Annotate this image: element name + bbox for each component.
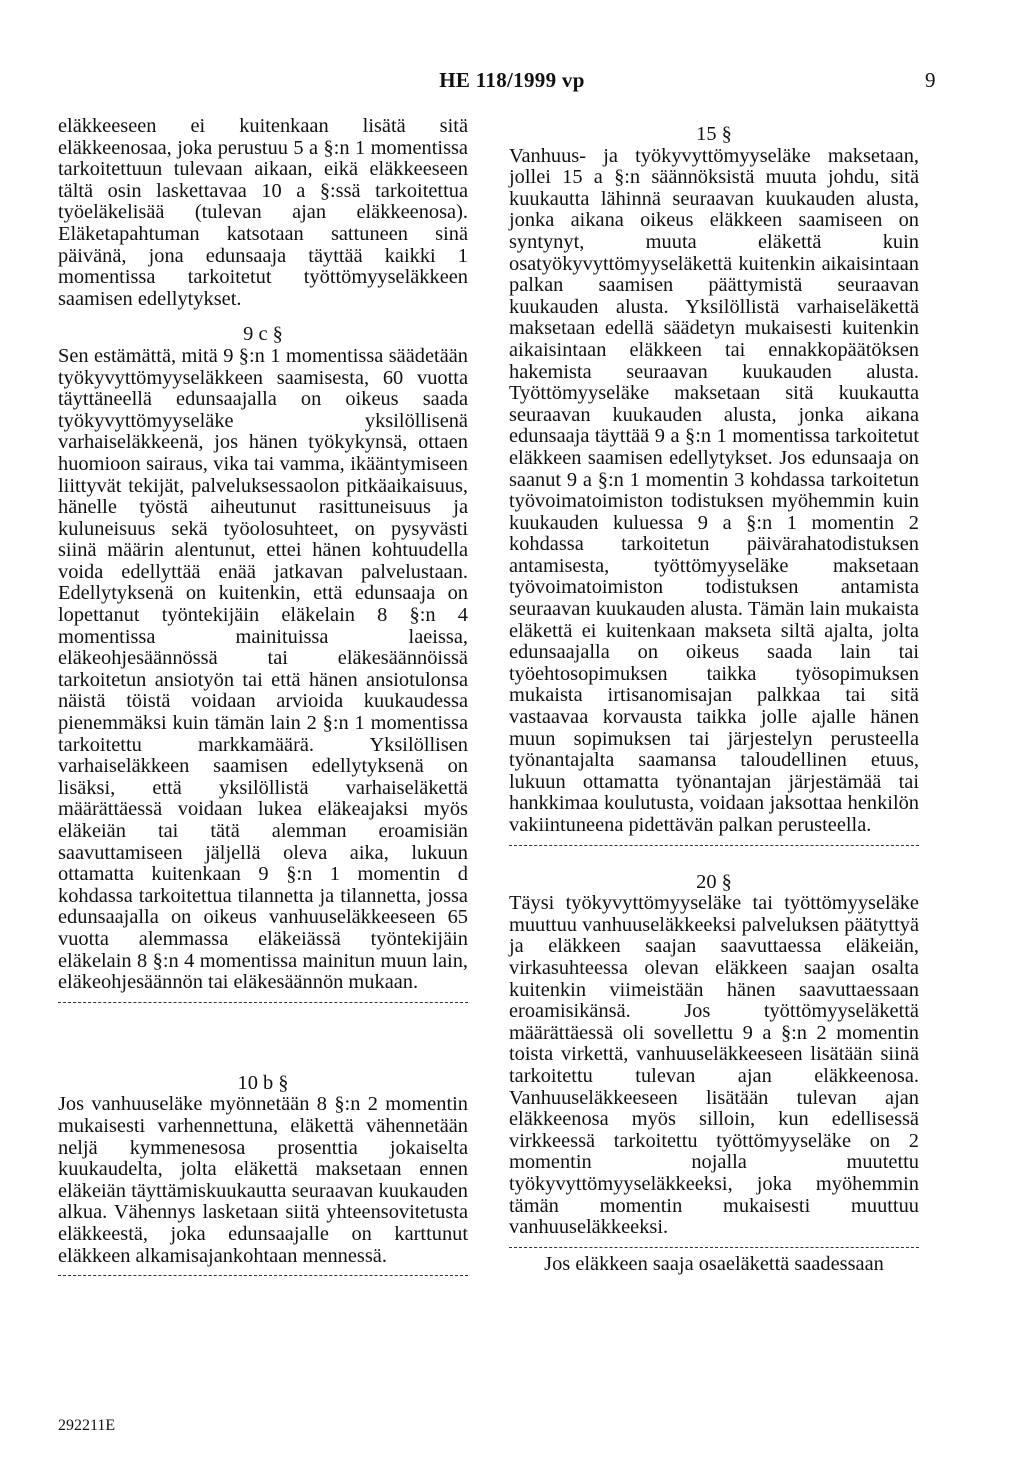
section-20: [509, 872, 919, 1248]
omission-divider: [509, 1247, 919, 1248]
print-code: 292211E: [58, 1417, 116, 1434]
omission-divider: [58, 1002, 468, 1003]
section-heading-10b: 10 b §: [237, 1071, 289, 1094]
document-title: HE 118/1999 vp: [439, 68, 585, 92]
section-text-15: Vanhuus- ja työkyvyttömyyseläke maksetaan, jollei 15 a §:n säännöksistä muuta johdu, sitä kuukautta lähinnä seuraavan kuukauden alusta, jonka aikana oikeus eläkkeen saamiseen on syntynyt, muuta eläkettä kuin osatyökyvyttömyyseläkettä kuitenkin aikaisintaan palkan saamisen päättymistä seuraavan kuukauden alusta. Yksilöllistä varhaiseläkettä maksetaan edellä säädetyn mukaisesti kuitenkin aikaisintaan eläkkeen tai ennakkopäätöksen hakemista seuraavan kuukauden alusta. Työttömyyseläke maksetaan sitä kuukautta seuraavan kuukauden alusta, jonka aikana edunsaaja täyttää 9 a §:n 1 momentissa tarkoitetut eläkkeen saamisen edellytykset. Jos edunsaaja on saanut 9 a §:n 1 momentin 3 kohdassa tarkoitetun työvoimatoimiston todistuksen myöhemmin kuin kuukauden kuluessa 9 a §:n 1 momentin 2 kohdassa tarkoitetun päivärahatodistuksen antamisesta, työttömyyseläke maksetaan työvoimatoimiston todistuksen antamista seuraavan kuukauden alusta. Tämän lain mukaista eläkettä ei kuitenkaan makseta siltä ajalta, jolta edunsaajalla on oikeus saada lain tai työehtosopimuksen taikka työsopimuksen mukaista irtisanomisajan palkkaa tai sitä vastaavaa korvausta taikka jolle ajalle hänen muun sopimuksen tai järjestelyn perusteella työnantajalta saamansa taloudellinen etuus, lukuun ottamatta työnantajan järjestämää tai hankkimaa koulutusta, voidaan jaksottaa henkilön vakiintuneena pidettävän palkan perusteella.: [509, 144, 919, 836]
section-heading-15: 15 §: [696, 123, 732, 145]
section-heading-9c: 9 c §: [243, 323, 283, 346]
page-number: 9: [925, 68, 936, 92]
left-column: [58, 116, 468, 1276]
omission-divider: [509, 845, 919, 846]
continuation-line: Jos eläkkeen saaja osaeläkettä saadessaan: [544, 1252, 884, 1275]
right-column: [509, 116, 919, 1275]
section-9c: [58, 324, 468, 1002]
section-text-10b: Jos vanhuuseläke myönnetään 8 §:n 2 momentin mukaisesti varhennettuna, eläkettä vähennetään neljä kymmenesosa prosenttia jokaiselta kuukaudelta, jolta eläkettä maksetaan ennen eläkeiän täyttämiskuukautta seuraavan kuukauden alkua. Vähennys lasketaan siitä yhteensovitetusta eläkkeestä, joka edunsaajalle on karttunut eläkkeen alkamisajankohtaan mennessä.: [58, 1093, 468, 1267]
section-text-20: Täysi työkyvyttömyyseläke tai työttömyyseläke muuttuu vanhuuseläkkeeksi palveluksen päätyttyä ja eläkkeen saajan saavuttaessa eläkeiän, virkasuhteessa olevan eläkkeen saajan osalta kuitenkin viimeistään hänen saavuttaessaan eroamisikänsä. Jos työttömyyseläkettä määrättäessä oli sovellettu 9 a §:n 2 momentin toista virkettä, vanhuuseläkkeeseen lisätään siinä tarkoitettu tulevan ajan eläkkeenosa. Vanhuuseläkkeeseen lisätään tulevan ajan eläkkeenosa myös silloin, kun edellisessä virkkeessä tarkoitettu työttömyyseläke on 2 momentin nojalla muutettu työkyvyttömyyseläkkeeksi, joka myöhemmin tämän momentin mukaisesti muuttuu vanhuuseläkkeeksi.: [509, 892, 919, 1239]
omission-divider: [58, 1275, 468, 1276]
section-text-9c: Sen estämättä, mitä 9 §:n 1 momentissa säädetään työkyvyttömyyseläkkeen saamisesta, 60 vuotta täyttäneellä edunsaajalla on oikeus saada työkyvyttömyyseläke yksilöllisenä varhaiseläkkeenä, jos hänen työkykynsä, ottaen huomioon sairaus, vika tai vamma, ikääntymiseen liittyvät tekijät, palveluksessaolon pitkäaikaisuus, hänelle työstä aiheutunut rasittuneisuus ja kuluneisuus sekä työolosuhteet, on pysyvästi siinä määrin alentunut, ettei hänen kohtuudella voida edellyttää enää jatkavan palvelustaan. Edellytyksenä on kuitenkin, että edunsaaja on lopettanut työntekijäin eläkelain 8 §:n 4 momentissa mainituissa laeissa, eläkeohjesäännössä tai eläkesäännöissä tarkoitetun ansiotyön tai että hänen ansiotulonsa näistä töistä voidaan arvioida kuukaudessa pienemmäksi kuin tämän lain 2 §:n 1 momentissa tarkoitettu markkamäärä. Yksilöllisen varhaiseläkkeen saamisen edellytyksenä on lisäksi, että yksilöllistä varhaiseläkettä määrättäessä voidaan lukea eläkeajaksi myös eläkeiän tai tätä alemman eroamisiän saavuttamiseen jäljellä oleva aika, lukuun ottamatta kuitenkaan 9 §:n 1 momentin d kohdassa tarkoitettua tilannetta ja tilannetta, jossa edunsaajalla on oikeus vanhuuseläkkeeseen 65 vuotta alemmassa eläkeiässä työntekijäin eläkelain 8 §:n 4 momentissa mainitun muun lain, eläkeohjesäännön tai eläkesäännön mukaan.: [58, 344, 468, 994]
section-10b: [58, 1073, 468, 1276]
section-heading-20: 20 §: [696, 870, 732, 893]
section-15: [509, 124, 919, 846]
intro-paragraph: eläkkeeseen ei kuitenkaan lisätä sitä eläkkeenosaa, joka perustuu 5 a §:n 1 momentissa tarkoitettuun tulevaan aikaan, eikä eläkkeeseen tältä osin laskettavaa 10 a §:ssä tarkoitettua työeläkelisää (tulevan ajan eläkkeenosa). Eläketapahtuman katsotaan sattuneen sinä päivänä, jona edunsaaja täyttää kaikki 1 momentissa tarkoitetut työttömyyseläkkeen saamisen edellytykset.: [58, 115, 468, 310]
